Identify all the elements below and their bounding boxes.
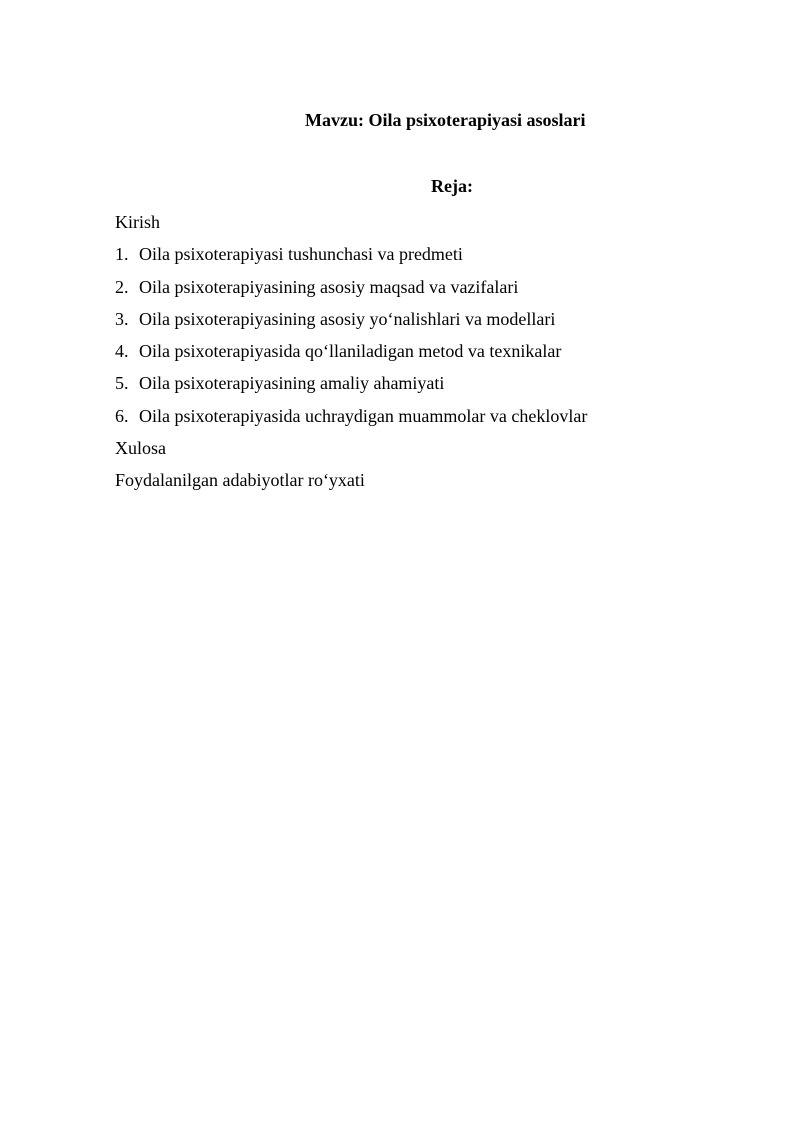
list-item bbox=[115, 335, 735, 367]
item-number: 4. bbox=[115, 341, 129, 362]
item-text: Oila psixoterapiyasining asosiy yo‘nalishlari va modellari bbox=[139, 308, 556, 329]
item-text: Oila psixoterapiyasining asosiy maqsad va vazifalari bbox=[139, 276, 519, 297]
conclusion-item: Xulosa bbox=[115, 438, 166, 459]
intro-item: Kirish bbox=[115, 212, 160, 232]
document-title: Mavzu: Oila psixoterapiyasi asoslari bbox=[305, 110, 586, 130]
item-text: Oila psixoterapiyasining amaliy ahamiyati bbox=[139, 373, 445, 394]
item-number: 3. bbox=[115, 308, 129, 329]
plan-list bbox=[115, 206, 735, 497]
list-item bbox=[115, 303, 735, 335]
plan-heading: Reja: bbox=[431, 176, 473, 196]
list-item bbox=[115, 367, 735, 399]
item-text: Oila psixoterapiyasida uchraydigan muammolar va cheklovlar bbox=[139, 405, 588, 426]
item-number: 5. bbox=[115, 373, 129, 394]
item-text: Oila psixoterapiyasida qo‘llaniladigan metod va texnikalar bbox=[139, 341, 562, 362]
item-number: 1. bbox=[115, 244, 129, 265]
item-number: 6. bbox=[115, 405, 129, 426]
item-text: Oila psixoterapiyasi tushunchasi va predmeti bbox=[139, 244, 463, 265]
item-number: 2. bbox=[115, 276, 129, 297]
list-item bbox=[115, 400, 735, 432]
list-item bbox=[115, 238, 735, 270]
list-item bbox=[115, 271, 735, 303]
references-item: Foydalanilgan adabiyotlar ro‘yxati bbox=[115, 470, 365, 491]
